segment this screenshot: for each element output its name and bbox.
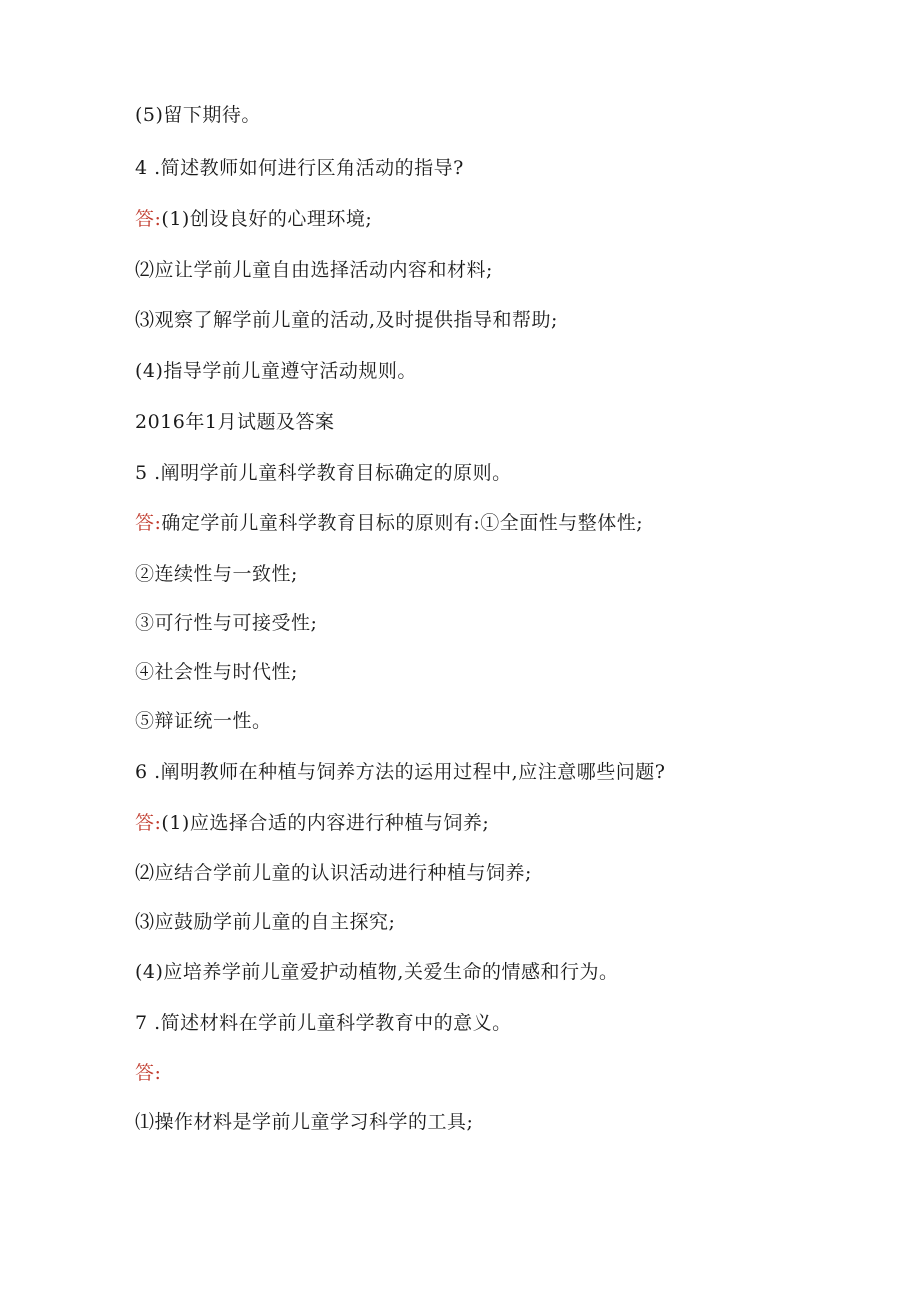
text-line [135,562,298,586]
line-text: 2016年1月试题及答案 [135,411,335,433]
line-text: ⑴操作材料是学前儿童学习科学的工具; [135,1111,474,1133]
answer-line [135,1061,161,1085]
question-line [135,760,665,784]
line-text: ③可行性与可接受性; [135,612,318,634]
line-text: 5 .阐明学前儿童科学教育目标确定的原则。 [135,462,512,484]
text-line [135,611,317,635]
answer-label: 答: [135,512,162,534]
line-text: 4 .简述教师如何进行区角活动的指导? [135,157,464,179]
text-line [135,910,395,934]
text-line [135,861,532,885]
question-line [135,1011,512,1035]
text-line [135,660,298,684]
line-text: (5)留下期待。 [135,104,261,126]
line-text: (1)创设良好的心理环境; [161,208,373,230]
line-text: 6 .阐明教师在种植与饲养方法的运用过程中,应注意哪些问题? [135,761,666,783]
line-text: (1)应选择合适的内容进行种植与饲养; [161,812,490,834]
answer-line [135,207,372,231]
answer-label: 答: [135,812,162,834]
line-text: 7 .简述材料在学前儿童科学教育中的意义。 [135,1012,512,1034]
line-text: (4)指导学前儿童遵守活动规则。 [135,360,417,382]
line-text: ⑶观察了解学前儿童的活动,及时提供指导和帮助; [135,309,558,331]
text-line [135,258,493,282]
text-line [135,709,272,733]
text-line [135,103,261,127]
line-text: ⑵应让学前儿童自由选择活动内容和材料; [135,259,493,281]
line-text: ⑶应鼓励学前儿童的自主探究; [135,911,396,933]
text-line [135,308,558,332]
answer-line [135,811,489,835]
text-line [135,960,618,984]
line-text: ④社会性与时代性; [135,661,298,683]
question-line [135,461,512,485]
line-text: ⑤辩证统一性。 [135,710,272,732]
text-line [135,359,417,383]
answer-label: 答: [135,1062,162,1084]
text-line [135,1110,473,1134]
answer-line [135,511,643,535]
line-text: (4)应培养学前儿童爱护动植物,关爱生命的情感和行为。 [135,961,619,983]
line-text: ②连续性与一致性; [135,563,298,585]
answer-label: 答: [135,208,162,230]
section-heading [135,410,334,434]
question-line [135,156,464,180]
line-text: ⑵应结合学前儿童的认识活动进行种植与饲养; [135,862,532,884]
line-text: 确定学前儿童科学教育目标的原则有:①全面性与整体性; [161,512,644,534]
